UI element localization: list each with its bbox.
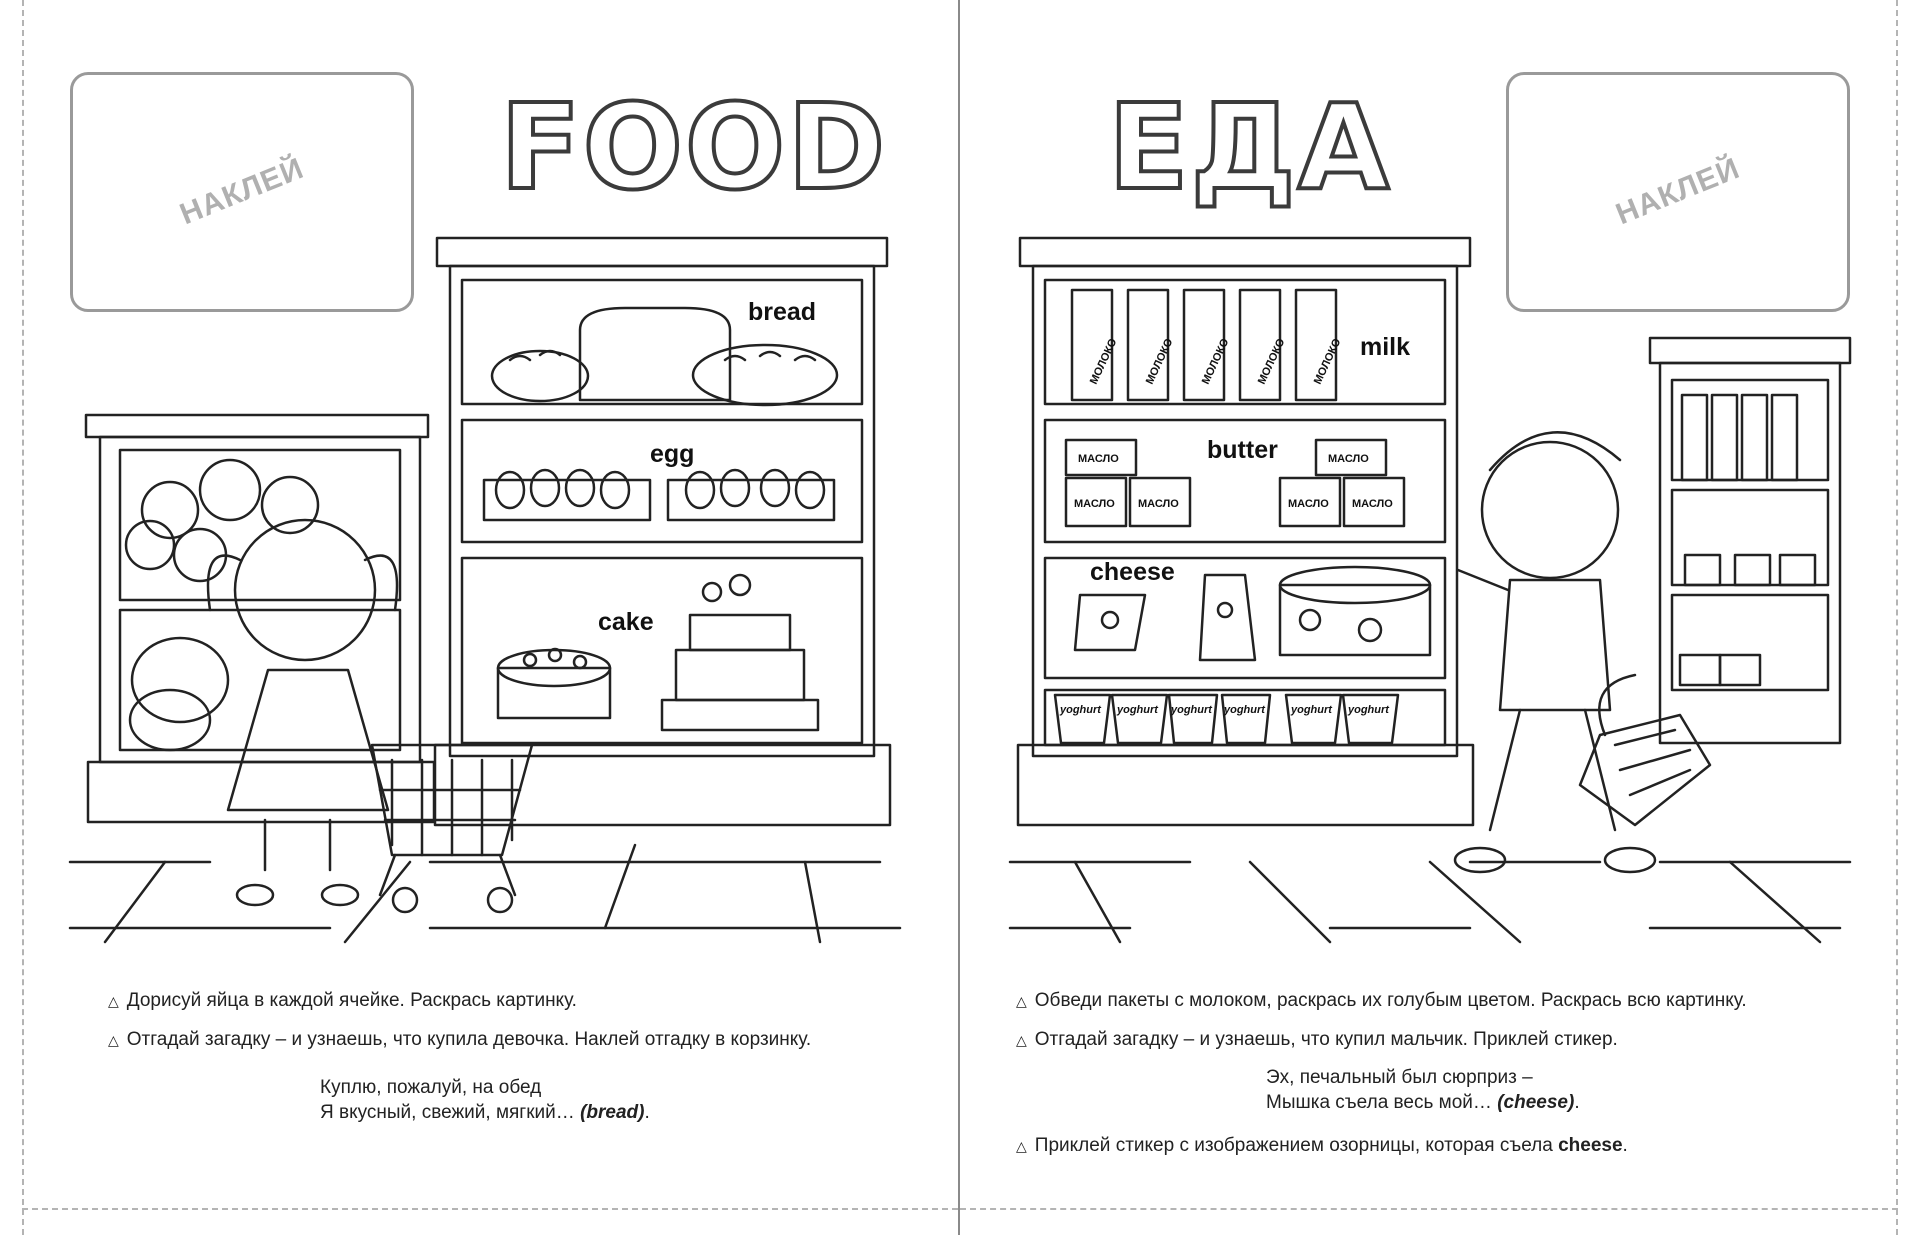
- instruction-item: △ Отгадай загадку – и узнаешь, что купила девочка. Наклей отгадку в корзинку.: [108, 1028, 812, 1050]
- triangle-bullet-icon: △: [108, 1031, 119, 1048]
- riddle: Куплю, пожалуй, на обед Я вкусный, свежий, мягкий… (bread).: [320, 1077, 650, 1123]
- shelf-label-butter: butter: [1207, 436, 1278, 464]
- riddle: Эх, печальный был сюрприз – Мышка съела весь мой… (cheese).: [1266, 1067, 1580, 1113]
- instruction-item: △ Приклей стикер с изображением озорницы, которая съела cheese.: [1016, 1135, 1628, 1156]
- shelf-label-milk: milk: [1360, 333, 1411, 361]
- yoghurt-cup-label: yoghurt: [1060, 704, 1101, 716]
- instruction-item: △ Обведи пакеты с молоком, раскрась их голубым цветом. Раскрась всю картинку.: [1016, 990, 1747, 1011]
- right-page: [960, 0, 1920, 1235]
- butter-pack-label: МАСЛО: [1328, 453, 1369, 465]
- yoghurt-cup-label: yoghurt: [1348, 704, 1389, 716]
- yoghurt-cup-label: yoghurt: [1291, 704, 1332, 716]
- milk-carton-label: МОЛОКО: [1087, 336, 1120, 387]
- supermarket-scene-illustration: [0, 0, 960, 960]
- cut-line: [960, 1208, 1898, 1210]
- shelf-label-bread: bread: [748, 298, 817, 326]
- sticker-label: НАКЛЕЙ: [1611, 151, 1745, 232]
- riddle-answer: (bread): [580, 1101, 645, 1123]
- shelf-label-cheese: cheese: [1090, 558, 1175, 586]
- sticker-label: НАКЛЕЙ: [175, 151, 309, 232]
- triangle-bullet-icon: △: [1016, 1031, 1027, 1048]
- supermarket-scene-illustration: [960, 0, 1920, 960]
- triangle-bullet-icon: △: [1016, 993, 1027, 1009]
- yoghurt-cup-label: yoghurt: [1171, 704, 1212, 716]
- butter-pack-label: МАСЛО: [1078, 453, 1119, 465]
- triangle-bullet-icon: △: [1016, 1138, 1027, 1154]
- shelf-label-cake: cake: [598, 608, 654, 636]
- milk-carton-label: МОЛОКО: [1199, 336, 1232, 387]
- final-instruction: [1016, 1133, 1628, 1159]
- butter-pack-label: МАСЛО: [1288, 498, 1329, 510]
- triangle-bullet-icon: △: [108, 993, 119, 1009]
- instruction-item: △ Дорисуй яйца в каждой ячейке. Раскрась картинку.: [108, 990, 577, 1011]
- instructions: [108, 988, 811, 1052]
- butter-pack-label: МАСЛО: [1074, 498, 1115, 510]
- page-title: FOOD: [500, 78, 888, 216]
- milk-carton-label: МОЛОКО: [1255, 336, 1288, 387]
- shelf-label-egg: egg: [650, 440, 695, 468]
- yoghurt-cup-label: yoghurt: [1117, 704, 1158, 716]
- riddle-answer: (cheese): [1497, 1091, 1575, 1113]
- milk-carton-label: МОЛОКО: [1311, 336, 1344, 387]
- butter-pack-label: МАСЛО: [1352, 498, 1393, 510]
- instructions: [1016, 988, 1747, 1052]
- cut-line: [22, 1208, 958, 1210]
- butter-pack-label: МАСЛО: [1138, 498, 1179, 510]
- page-title: ЕДА: [1108, 78, 1392, 216]
- milk-carton-label: МОЛОКО: [1143, 336, 1176, 387]
- instruction-item: △ Отгадай загадку – и узнаешь, что купил мальчик. Приклей стикер.: [1016, 1028, 1618, 1050]
- yoghurt-cup-label: yoghurt: [1224, 704, 1265, 716]
